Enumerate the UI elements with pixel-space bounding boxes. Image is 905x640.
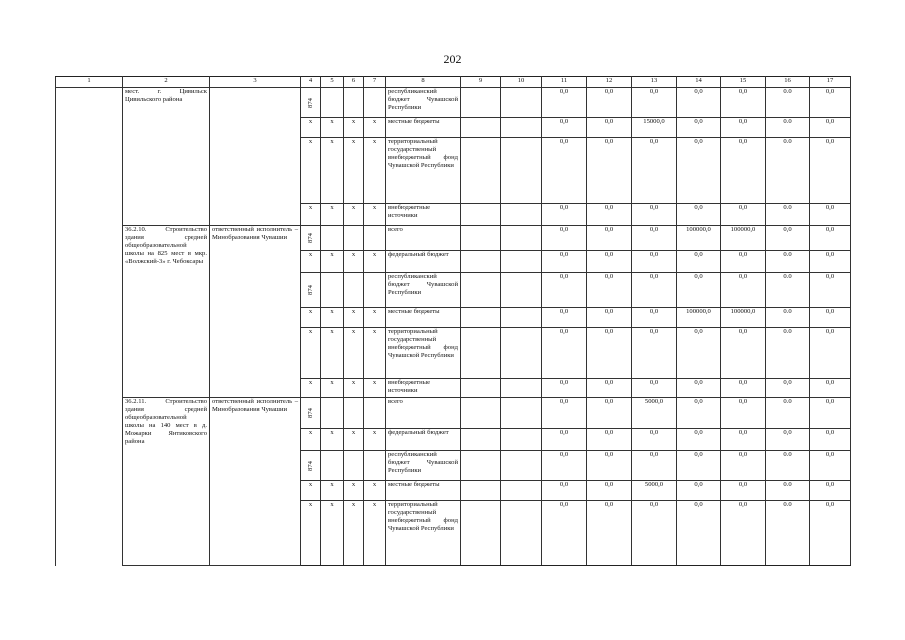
amount-cell-col-15: 0,0 <box>721 204 766 226</box>
amount-cell-col-15: 0,0 <box>721 398 766 429</box>
empty-cell <box>461 501 501 566</box>
column-header-16: 16 <box>766 77 810 88</box>
amount-cell-col-16: 0.0 <box>766 88 810 118</box>
amount-cell-col-16: 0,0 <box>766 429 810 451</box>
column-header-3: 3 <box>210 77 301 88</box>
amount-cell-col-15: 0,0 <box>721 328 766 379</box>
amount-cell-col-13: 0,0 <box>632 451 677 481</box>
empty-cell <box>461 308 501 328</box>
column-header-8: 8 <box>386 77 461 88</box>
column-header-11: 11 <box>542 77 587 88</box>
amount-cell-col-13: 0,0 <box>632 379 677 398</box>
column-header-17: 17 <box>810 77 851 88</box>
amount-cell-col-12: 0,0 <box>587 451 632 481</box>
x-mark: х <box>344 481 364 501</box>
amount-cell-col-11: 0,0 <box>542 251 587 273</box>
empty-cell <box>501 118 542 138</box>
empty-cell <box>461 138 501 204</box>
x-mark: х <box>344 204 364 226</box>
amount-cell-col-14: 0,0 <box>677 429 721 451</box>
amount-cell-col-12: 0,0 <box>587 251 632 273</box>
amount-cell-col-17: 0,0 <box>810 138 851 204</box>
budget-code <box>301 226 321 251</box>
amount-cell-col-13: 0,0 <box>632 88 677 118</box>
amount-cell-col-12: 0,0 <box>587 308 632 328</box>
amount-cell-col-16: 0.0 <box>766 273 810 308</box>
amount-cell-col-15: 0,0 <box>721 273 766 308</box>
amount-cell-col-14: 0,0 <box>677 251 721 273</box>
empty-cell <box>321 273 344 308</box>
header-row <box>56 77 851 88</box>
budget-code-text: 874 <box>306 460 314 471</box>
amount-cell-col-11: 0,0 <box>542 308 587 328</box>
amount-cell-col-14: 100000,0 <box>677 226 721 251</box>
empty-cell <box>321 88 344 118</box>
amount-cell-col-11: 0,0 <box>542 88 587 118</box>
column-header-9: 9 <box>461 77 501 88</box>
funding-source: внебюджетные источники <box>386 204 461 226</box>
empty-cell <box>461 118 501 138</box>
funding-source: всего <box>386 226 461 251</box>
amount-cell-col-14: 0,0 <box>677 204 721 226</box>
column-header-4: 4 <box>301 77 321 88</box>
column-header-1: 1 <box>56 77 123 88</box>
funding-source: территориальный государственный внебюджетный фонд Чувашской Республики <box>386 328 461 379</box>
empty-cell <box>321 451 344 481</box>
x-mark: х <box>321 328 344 379</box>
empty-cell <box>321 398 344 429</box>
amount-cell-col-15: 0,0 <box>721 88 766 118</box>
empty-cell <box>461 481 501 501</box>
amount-cell-col-17: 0,0 <box>810 251 851 273</box>
empty-cell <box>461 88 501 118</box>
amount-cell-col-16: 0.0 <box>766 308 810 328</box>
amount-cell-col-12: 0,0 <box>587 429 632 451</box>
amount-cell-col-14: 0,0 <box>677 328 721 379</box>
funding-source: федеральный бюджет <box>386 429 461 451</box>
x-mark: х <box>301 118 321 138</box>
empty-cell <box>501 328 542 379</box>
column-header-10: 10 <box>501 77 542 88</box>
measure-name: мест. г. Цивильск Цивильского района <box>123 88 210 226</box>
table-row <box>56 88 851 118</box>
empty-cell <box>501 138 542 204</box>
empty-cell <box>364 273 386 308</box>
amount-cell-col-17: 0,0 <box>810 379 851 398</box>
amount-cell-col-16: 0.0 <box>766 501 810 566</box>
amount-cell-col-16: 0.0 <box>766 204 810 226</box>
amount-cell-col-12: 0,0 <box>587 328 632 379</box>
empty-cell <box>344 398 364 429</box>
amount-cell-col-15: 0,0 <box>721 251 766 273</box>
amount-cell-col-17: 0,0 <box>810 308 851 328</box>
amount-cell-col-12: 0,0 <box>587 204 632 226</box>
x-mark: х <box>301 251 321 273</box>
amount-cell-col-17: 0,0 <box>810 226 851 251</box>
funding-source: территориальный государственный внебюджетный фонд Чувашской Республики <box>386 138 461 204</box>
amount-cell-col-12: 0,0 <box>587 379 632 398</box>
amount-cell-col-14: 0,0 <box>677 118 721 138</box>
amount-cell-col-12: 0,0 <box>587 273 632 308</box>
amount-cell-col-12: 0,0 <box>587 88 632 118</box>
amount-cell-col-11: 0,0 <box>542 226 587 251</box>
x-mark: х <box>321 429 344 451</box>
empty-cell <box>364 398 386 429</box>
x-mark: х <box>301 481 321 501</box>
amount-cell-col-17: 0,0 <box>810 273 851 308</box>
empty-cell <box>501 481 542 501</box>
x-mark: х <box>364 481 386 501</box>
x-mark: х <box>344 138 364 204</box>
empty-cell <box>344 226 364 251</box>
amount-cell-col-14: 0,0 <box>677 88 721 118</box>
x-mark: х <box>321 501 344 566</box>
amount-cell-col-17: 0,0 <box>810 88 851 118</box>
budget-code-text: 874 <box>306 97 314 108</box>
amount-cell-col-13: 15000,0 <box>632 118 677 138</box>
funding-source: местные бюджеты <box>386 308 461 328</box>
column-header-15: 15 <box>721 77 766 88</box>
amount-cell-col-17: 0,0 <box>810 398 851 429</box>
funding-source: республиканский бюджет Чувашской Республики <box>386 451 461 481</box>
x-mark: х <box>364 118 386 138</box>
empty-cell <box>461 204 501 226</box>
amount-cell-col-14: 0,0 <box>677 398 721 429</box>
amount-cell-col-16: 0.0 <box>766 118 810 138</box>
empty-cell <box>461 328 501 379</box>
column-header-2: 2 <box>123 77 210 88</box>
amount-cell-col-14: 0,0 <box>677 501 721 566</box>
empty-cell <box>461 451 501 481</box>
amount-cell-col-13: 0,0 <box>632 308 677 328</box>
amount-cell-col-11: 0,0 <box>542 501 587 566</box>
budget-code-text: 874 <box>306 285 314 295</box>
x-mark: х <box>301 429 321 451</box>
column-header-13: 13 <box>632 77 677 88</box>
x-mark: х <box>321 204 344 226</box>
amount-cell-col-11: 0,0 <box>542 273 587 308</box>
budget-code-text: 874 <box>306 408 314 418</box>
x-mark: х <box>301 501 321 566</box>
x-mark: х <box>321 118 344 138</box>
amount-cell-col-11: 0,0 <box>542 118 587 138</box>
empty-cell <box>461 226 501 251</box>
amount-cell-col-13: 0,0 <box>632 273 677 308</box>
x-mark: х <box>344 328 364 379</box>
amount-cell-col-13: 0,0 <box>632 226 677 251</box>
funding-source: внебюджетные источники <box>386 379 461 398</box>
x-mark: х <box>364 501 386 566</box>
amount-cell-col-11: 0,0 <box>542 429 587 451</box>
amount-cell-col-16: 0.0 <box>766 328 810 379</box>
amount-cell-col-17: 0,0 <box>810 429 851 451</box>
x-mark: х <box>344 251 364 273</box>
column-header-5: 5 <box>321 77 344 88</box>
amount-cell-col-13: 0,0 <box>632 429 677 451</box>
amount-cell-col-17: 0,0 <box>810 501 851 566</box>
amount-cell-col-13: 0,0 <box>632 328 677 379</box>
budget-code-text: 874 <box>306 233 314 243</box>
executor <box>210 88 301 226</box>
empty-cell <box>461 251 501 273</box>
column-header-14: 14 <box>677 77 721 88</box>
amount-cell-col-16: 0,0 <box>766 379 810 398</box>
empty-cell <box>344 88 364 118</box>
amount-cell-col-17: 0,0 <box>810 118 851 138</box>
page-number: 202 <box>443 52 462 66</box>
funding-source: местные бюджеты <box>386 118 461 138</box>
empty-cell <box>501 379 542 398</box>
amount-cell-col-15: 0,0 <box>721 481 766 501</box>
x-mark: х <box>301 138 321 204</box>
budget-code <box>301 88 321 118</box>
amount-cell-col-16: 0,0 <box>766 226 810 251</box>
x-mark: х <box>321 308 344 328</box>
empty-cell <box>501 451 542 481</box>
x-mark: х <box>344 501 364 566</box>
empty-cell <box>501 429 542 451</box>
amount-cell-col-12: 0,0 <box>587 118 632 138</box>
x-mark: х <box>364 429 386 451</box>
x-mark: х <box>364 379 386 398</box>
x-mark: х <box>301 328 321 379</box>
executor: ответственный исполнитель – Минобразования Чувашии <box>210 398 301 566</box>
column-1-cell <box>56 88 123 566</box>
amount-cell-col-12: 0,0 <box>587 398 632 429</box>
empty-cell <box>364 451 386 481</box>
amount-cell-col-14: 0,0 <box>677 273 721 308</box>
amount-cell-col-15: 0,0 <box>721 138 766 204</box>
column-header-12: 12 <box>587 77 632 88</box>
amount-cell-col-15: 100000,0 <box>721 226 766 251</box>
amount-cell-col-11: 0,0 <box>542 204 587 226</box>
amount-cell-col-11: 0,0 <box>542 138 587 204</box>
measure-name: 36.2.11. Строительство здания средней общеобразовательной школы на 140 мест в д. Можарки Янтиковского района <box>123 398 210 566</box>
x-mark: х <box>301 308 321 328</box>
x-mark: х <box>344 379 364 398</box>
amount-cell-col-15: 0,0 <box>721 451 766 481</box>
x-mark: х <box>321 251 344 273</box>
amount-cell-col-11: 0,0 <box>542 481 587 501</box>
amount-cell-col-11: 0,0 <box>542 398 587 429</box>
x-mark: х <box>364 138 386 204</box>
x-mark: х <box>364 328 386 379</box>
budget-code <box>301 451 321 481</box>
empty-cell <box>461 273 501 308</box>
amount-cell-col-15: 0,0 <box>721 429 766 451</box>
empty-cell <box>501 204 542 226</box>
empty-cell <box>461 379 501 398</box>
amount-cell-col-14: 100000,0 <box>677 308 721 328</box>
empty-cell <box>501 308 542 328</box>
amount-cell-col-15: 0,0 <box>721 118 766 138</box>
amount-cell-col-16: 0.0 <box>766 481 810 501</box>
funding-source: республиканский бюджет Чувашской Республики <box>386 273 461 308</box>
budget-code <box>301 398 321 429</box>
x-mark: х <box>344 118 364 138</box>
amount-cell-col-13: 0,0 <box>632 251 677 273</box>
table-row <box>56 398 851 429</box>
amount-cell-col-15: 0,0 <box>721 501 766 566</box>
amount-cell-col-13: 5000,0 <box>632 398 677 429</box>
empty-cell <box>364 88 386 118</box>
amount-cell-col-14: 0,0 <box>677 138 721 204</box>
funding-source: территориальный государственный внебюджетный фонд Чувашской Республики <box>386 501 461 566</box>
x-mark: х <box>301 204 321 226</box>
amount-cell-col-17: 0,0 <box>810 451 851 481</box>
amount-cell-col-11: 0,0 <box>542 328 587 379</box>
executor: ответственный исполнитель – Минобразования Чувашии <box>210 226 301 398</box>
x-mark: х <box>364 308 386 328</box>
empty-cell <box>501 251 542 273</box>
amount-cell-col-12: 0,0 <box>587 481 632 501</box>
measure-name: 36.2.10. Строительство здания средней общеобразовательной школы на 825 мест в мкр. «Волжский-3» г. Чебоксары <box>123 226 210 398</box>
x-mark: х <box>301 379 321 398</box>
x-mark: х <box>321 138 344 204</box>
amount-cell-col-16: 0.0 <box>766 398 810 429</box>
amount-cell-col-15: 0,0 <box>721 379 766 398</box>
amount-cell-col-14: 0,0 <box>677 481 721 501</box>
amount-cell-col-16: 0.0 <box>766 251 810 273</box>
amount-cell-col-17: 0,0 <box>810 481 851 501</box>
amount-cell-col-11: 0,0 <box>542 379 587 398</box>
amount-cell-col-14: 0,0 <box>677 451 721 481</box>
funding-source: местные бюджеты <box>386 481 461 501</box>
table-row <box>56 226 851 251</box>
amount-cell-col-17: 0,0 <box>810 204 851 226</box>
empty-cell <box>501 88 542 118</box>
amount-cell-col-13: 0,0 <box>632 204 677 226</box>
x-mark: х <box>321 379 344 398</box>
amount-cell-col-15: 100000,0 <box>721 308 766 328</box>
amount-cell-col-17: 0,0 <box>810 328 851 379</box>
amount-cell-col-16: 0.0 <box>766 451 810 481</box>
amount-cell-col-13: 0,0 <box>632 501 677 566</box>
amount-cell-col-12: 0,0 <box>587 138 632 204</box>
x-mark: х <box>344 429 364 451</box>
amount-cell-col-14: 0,0 <box>677 379 721 398</box>
empty-cell <box>344 451 364 481</box>
x-mark: х <box>364 204 386 226</box>
empty-cell <box>344 273 364 308</box>
empty-cell <box>461 429 501 451</box>
funding-source: федеральный бюджет <box>386 251 461 273</box>
funding-source: всего <box>386 398 461 429</box>
funding-source: республиканский бюджет Чувашской Республики <box>386 88 461 118</box>
empty-cell <box>364 226 386 251</box>
x-mark: х <box>364 251 386 273</box>
empty-cell <box>461 398 501 429</box>
amount-cell-col-12: 0,0 <box>587 226 632 251</box>
column-header-7: 7 <box>364 77 386 88</box>
column-header-6: 6 <box>344 77 364 88</box>
x-mark: х <box>344 308 364 328</box>
amount-cell-col-12: 0,0 <box>587 501 632 566</box>
amount-cell-col-11: 0,0 <box>542 451 587 481</box>
x-mark: х <box>321 481 344 501</box>
empty-cell <box>501 273 542 308</box>
empty-cell <box>501 501 542 566</box>
empty-cell <box>501 226 542 251</box>
amount-cell-col-16: 0.0 <box>766 138 810 204</box>
empty-cell <box>501 398 542 429</box>
amount-cell-col-13: 0,0 <box>632 138 677 204</box>
budget-code <box>301 273 321 308</box>
budget-table <box>55 76 851 566</box>
empty-cell <box>321 226 344 251</box>
amount-cell-col-13: 5000,0 <box>632 481 677 501</box>
